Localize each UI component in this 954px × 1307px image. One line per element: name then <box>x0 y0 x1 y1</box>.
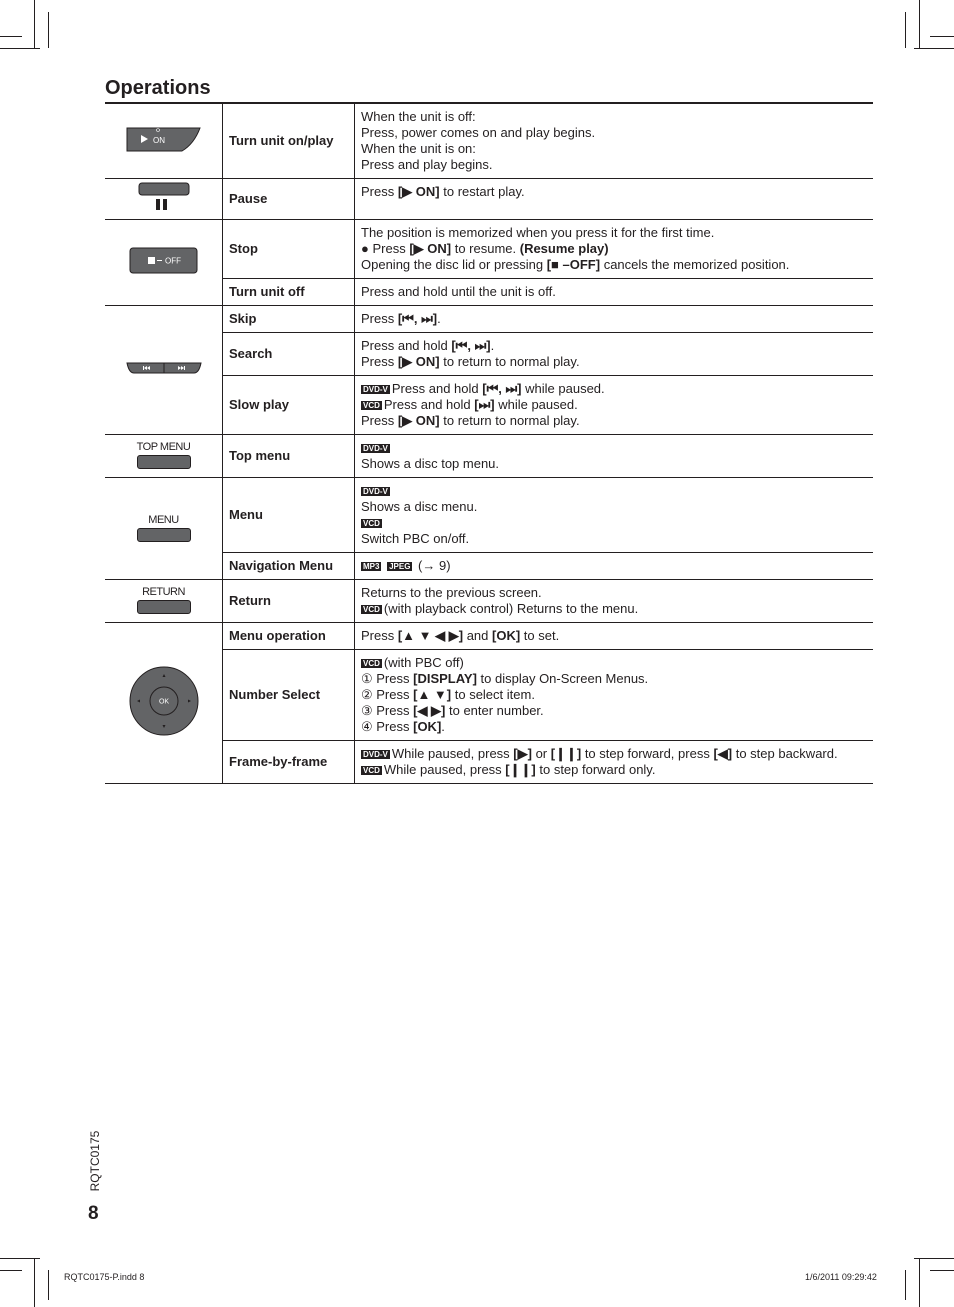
desc-line: Switch PBC on/off. <box>361 531 470 546</box>
op-name: Navigation Menu <box>223 553 355 580</box>
crop-mark <box>0 1270 22 1271</box>
op-name: Frame-by-frame <box>223 741 355 784</box>
document-code: RQTC0175 <box>88 1130 102 1192</box>
format-tag: VCD <box>363 766 380 775</box>
desc-line: ② Press [▲ ▼] to select item. <box>361 687 535 702</box>
desc-line: Press [▶ ON] to return to normal play. <box>361 354 580 369</box>
top-menu-caption: TOP MENU <box>136 441 191 453</box>
desc-line: ④ Press [OK]. <box>361 719 445 734</box>
format-tag: VCD <box>363 519 380 528</box>
page-number: 8 <box>88 1203 99 1224</box>
return-button-icon <box>137 600 191 614</box>
return-button-cell <box>105 580 223 623</box>
crop-mark <box>919 1258 920 1307</box>
top-menu-button-cell <box>105 435 223 478</box>
op-name: Top menu <box>223 435 355 478</box>
desc-line <box>361 483 867 499</box>
desc-line: VCD While paused, press [❙❙] to step forward only. <box>363 762 656 777</box>
desc-line: Returns to the previous screen. <box>361 585 542 600</box>
desc-line: ● Press [▶ ON] to resume. (Resume play) <box>361 241 609 256</box>
crop-mark <box>34 0 35 48</box>
op-name: Skip <box>223 306 355 333</box>
menu-caption: MENU <box>148 513 179 526</box>
op-name: Number Select <box>223 650 355 741</box>
pause-button-icon <box>134 181 194 213</box>
desc-line: Press [▲ ▼ ◀ ▶] and [OK] to set. <box>361 628 560 643</box>
op-description <box>355 553 874 580</box>
format-tag: DVD-V <box>363 444 388 453</box>
format-tag: VCD <box>363 605 380 614</box>
desc-line: When the unit is off: <box>361 109 476 124</box>
menu-button-icon <box>137 528 191 542</box>
crop-mark <box>0 48 40 49</box>
top-menu-button-icon <box>137 455 191 469</box>
cursor-pad-cell <box>105 623 223 784</box>
table-row <box>105 104 873 179</box>
crop-mark <box>0 36 22 37</box>
crop-mark <box>48 12 49 48</box>
op-name: Return <box>223 580 355 623</box>
desc-line: Shows a disc top menu. <box>361 456 500 471</box>
crop-mark <box>905 12 906 48</box>
op-name: Menu <box>223 478 355 553</box>
desc-line: VCD Press and hold [⏭] while paused. <box>363 397 578 412</box>
op-description <box>355 104 874 179</box>
desc-line: Shows a disc menu. <box>361 499 478 514</box>
desc-line: ① Press [DISPLAY] to display On-Screen Menus. <box>361 671 649 686</box>
table-row <box>105 179 873 220</box>
desc-line: VCD (with playback control) Returns to the menu. <box>363 601 639 616</box>
table-row <box>105 478 873 553</box>
op-description <box>355 478 874 553</box>
op-description <box>355 376 874 435</box>
table-row <box>105 435 873 478</box>
desc-line: Press [▶ ON] to restart play. <box>361 184 525 199</box>
format-tag: DVD-V <box>363 487 388 496</box>
crop-mark <box>34 1258 35 1307</box>
table-row <box>105 580 873 623</box>
desc-line: Press and play begins. <box>361 157 493 172</box>
footer-file-info: RQTC0175-P.indd 8 <box>64 1272 145 1282</box>
op-name: Turn unit off <box>223 279 355 306</box>
desc-line: ③ Press [◀ ▶] to enter number. <box>361 703 544 718</box>
desc-line: DVD-V Press and hold [⏮, ⏭] while paused. <box>363 381 605 396</box>
crop-mark <box>914 1258 954 1259</box>
format-tag: MP3 <box>363 562 380 571</box>
svg-text:OK: OK <box>158 698 169 706</box>
crop-mark <box>914 48 954 49</box>
desc-line: The position is memorized when you press it for the first time. <box>361 225 715 240</box>
svg-text:ON: ON <box>152 136 165 145</box>
op-name: Turn unit on/play <box>223 104 355 179</box>
desc-line: When the unit is on: <box>361 141 476 156</box>
desc-line <box>361 440 867 456</box>
desc-line: MP3 JPEG (→ 9) <box>363 558 451 573</box>
op-description <box>355 306 874 333</box>
op-description <box>355 650 874 741</box>
op-description <box>355 623 874 650</box>
op-name: Pause <box>223 179 355 220</box>
crop-mark <box>930 1270 954 1271</box>
format-tag: DVD-V <box>363 385 388 394</box>
op-description <box>355 333 874 376</box>
table-row <box>105 306 873 333</box>
format-tag: JPEG <box>389 562 411 571</box>
format-tag: VCD <box>363 401 380 410</box>
desc-line: Press [⏮, ⏭]. <box>361 311 441 326</box>
operations-table <box>105 104 873 784</box>
op-name: Slow play <box>223 376 355 435</box>
op-name: Search <box>223 333 355 376</box>
menu-button-cell <box>105 478 223 580</box>
op-name: Stop <box>223 220 355 279</box>
return-caption: RETURN <box>142 586 185 598</box>
table-row <box>105 623 873 650</box>
crop-mark <box>919 0 920 48</box>
op-description <box>355 179 874 220</box>
op-description <box>355 580 874 623</box>
skip-button-cell <box>105 306 223 435</box>
format-tag: DVD-V <box>363 750 388 759</box>
crop-mark <box>930 36 954 37</box>
page-title: Operations <box>105 77 211 99</box>
cursor-ok-pad-icon <box>128 665 200 737</box>
desc-line: Press, power comes on and play begins. <box>361 125 596 140</box>
desc-line <box>361 515 867 531</box>
op-name: Menu operation <box>223 623 355 650</box>
pause-button-cell <box>105 179 223 220</box>
desc-line: Press and hold [⏮, ⏭]. <box>361 338 495 353</box>
format-tag: VCD <box>363 659 380 668</box>
desc-line: Press [▶ ON] to return to normal play. <box>361 413 580 428</box>
stop-off-button-icon <box>129 247 199 275</box>
table-row <box>105 220 873 279</box>
crop-mark <box>0 1258 40 1259</box>
svg-text:OFF: OFF <box>164 256 181 265</box>
off-button-cell <box>105 220 223 306</box>
skip-buttons-icon <box>126 361 202 375</box>
desc-line: VCD (with PBC off) <box>363 655 464 670</box>
desc-line: Opening the disc lid or pressing [■ –OFF] cancels the memorized position. <box>361 257 790 272</box>
on-play-button-icon <box>124 124 204 154</box>
op-description <box>355 741 874 784</box>
footer-timestamp: 1/6/2011 09:29:42 <box>805 1272 877 1282</box>
crop-mark <box>905 1270 906 1300</box>
op-description <box>355 435 874 478</box>
op-description <box>355 220 874 279</box>
desc-line: DVD-V While paused, press [▶] or [❙❙] to step forward, press [◀] to step backward. <box>363 746 838 761</box>
desc-line: Press and hold until the unit is off. <box>361 284 556 299</box>
on-button-cell <box>105 104 223 179</box>
op-description <box>355 279 874 306</box>
crop-mark <box>48 1270 49 1300</box>
